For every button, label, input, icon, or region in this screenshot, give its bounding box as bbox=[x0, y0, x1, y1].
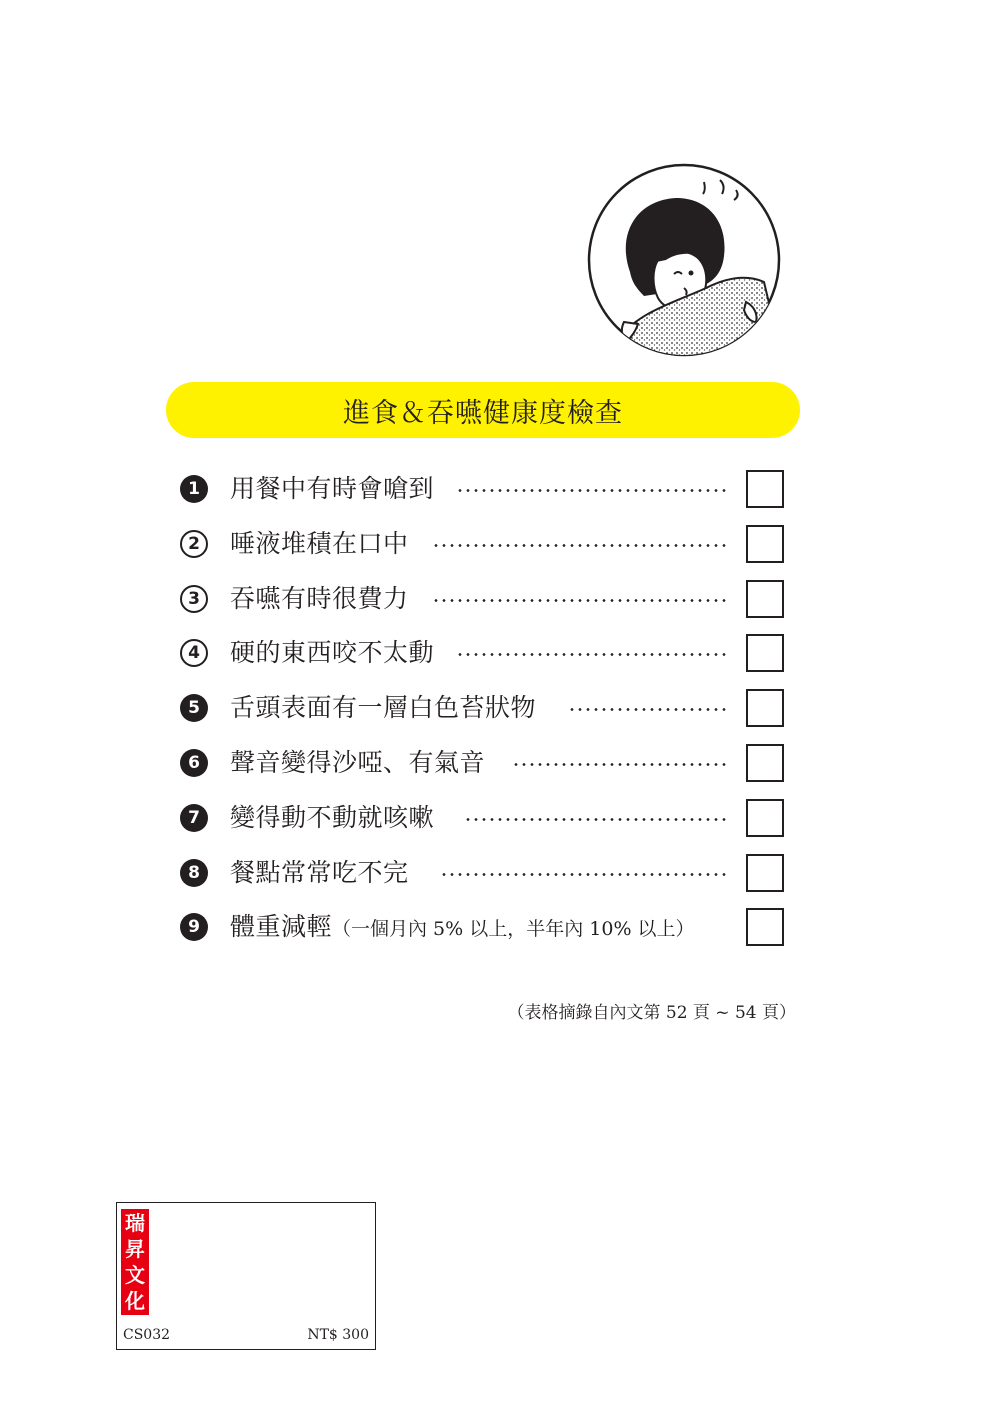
item-label: 舌頭表面有一層白色苔狀物 bbox=[230, 693, 537, 722]
checklist-item bbox=[180, 799, 786, 837]
leader-dots bbox=[456, 489, 728, 492]
checkbox[interactable] bbox=[746, 799, 784, 837]
checkbox[interactable] bbox=[746, 744, 784, 782]
leader-dots bbox=[566, 708, 728, 711]
checkbox[interactable] bbox=[746, 689, 784, 727]
leader-dots bbox=[434, 599, 728, 602]
item-number-badge: 8 bbox=[180, 859, 208, 887]
checklist-item bbox=[180, 525, 786, 563]
publisher-label-box bbox=[116, 1202, 376, 1350]
leader-dots bbox=[466, 818, 728, 821]
item-number-badge: 7 bbox=[180, 804, 208, 832]
checkbox[interactable] bbox=[746, 854, 784, 892]
item-sublabel: （一個月內 5% 以上，半年內 10% 以上） bbox=[332, 918, 695, 940]
checklist-title-bar bbox=[166, 382, 800, 438]
worried-woman-illustration bbox=[586, 162, 782, 358]
checklist-item bbox=[180, 470, 786, 508]
checkbox[interactable] bbox=[746, 470, 784, 508]
item-label: 餐點常常吃不完 bbox=[230, 858, 409, 887]
checkbox[interactable] bbox=[746, 634, 784, 672]
item-label: 體重減輕（一個月內 5% 以上，半年內 10% 以上） bbox=[230, 912, 695, 941]
source-note: （表格摘錄自內文第 52 頁 ~ 54 頁） bbox=[507, 1003, 796, 1023]
item-label: 唾液堆積在口中 bbox=[230, 529, 409, 558]
checklist-item bbox=[180, 854, 786, 892]
leader-dots bbox=[434, 544, 728, 547]
item-number-badge: 9 bbox=[180, 913, 208, 941]
item-number-badge: 1 bbox=[180, 475, 208, 503]
item-label: 用餐中有時會嗆到 bbox=[230, 474, 435, 503]
checklist-item bbox=[180, 908, 786, 946]
checklist-item bbox=[180, 689, 786, 727]
item-number-badge: 3 bbox=[180, 585, 208, 613]
checkbox[interactable] bbox=[746, 908, 784, 946]
checklist-title: 進食＆吞嚥健康度檢查 bbox=[343, 397, 623, 429]
item-label: 硬的東西咬不太動 bbox=[230, 638, 435, 667]
checklist-item bbox=[180, 634, 786, 672]
item-number-badge: 6 bbox=[180, 749, 208, 777]
leader-dots bbox=[456, 653, 728, 656]
product-code: CS032 bbox=[123, 1327, 171, 1343]
leader-dots bbox=[438, 873, 728, 876]
checkbox[interactable] bbox=[746, 525, 784, 563]
publisher-logo: 瑞 昇 文 化 bbox=[121, 1209, 149, 1315]
item-number-badge: 5 bbox=[180, 694, 208, 722]
item-number-badge: 2 bbox=[180, 530, 208, 558]
price-label: NT$ 300 bbox=[307, 1327, 369, 1343]
checklist-item bbox=[180, 580, 786, 618]
item-label: 聲音變得沙啞、有氣音 bbox=[230, 748, 486, 777]
leader-dots bbox=[510, 763, 728, 766]
checklist-item bbox=[180, 744, 786, 782]
item-label: 變得動不動就咳嗽 bbox=[230, 803, 435, 832]
item-number-badge: 4 bbox=[180, 639, 208, 667]
checkbox[interactable] bbox=[746, 580, 784, 618]
item-label: 吞嚥有時很費力 bbox=[230, 584, 409, 613]
